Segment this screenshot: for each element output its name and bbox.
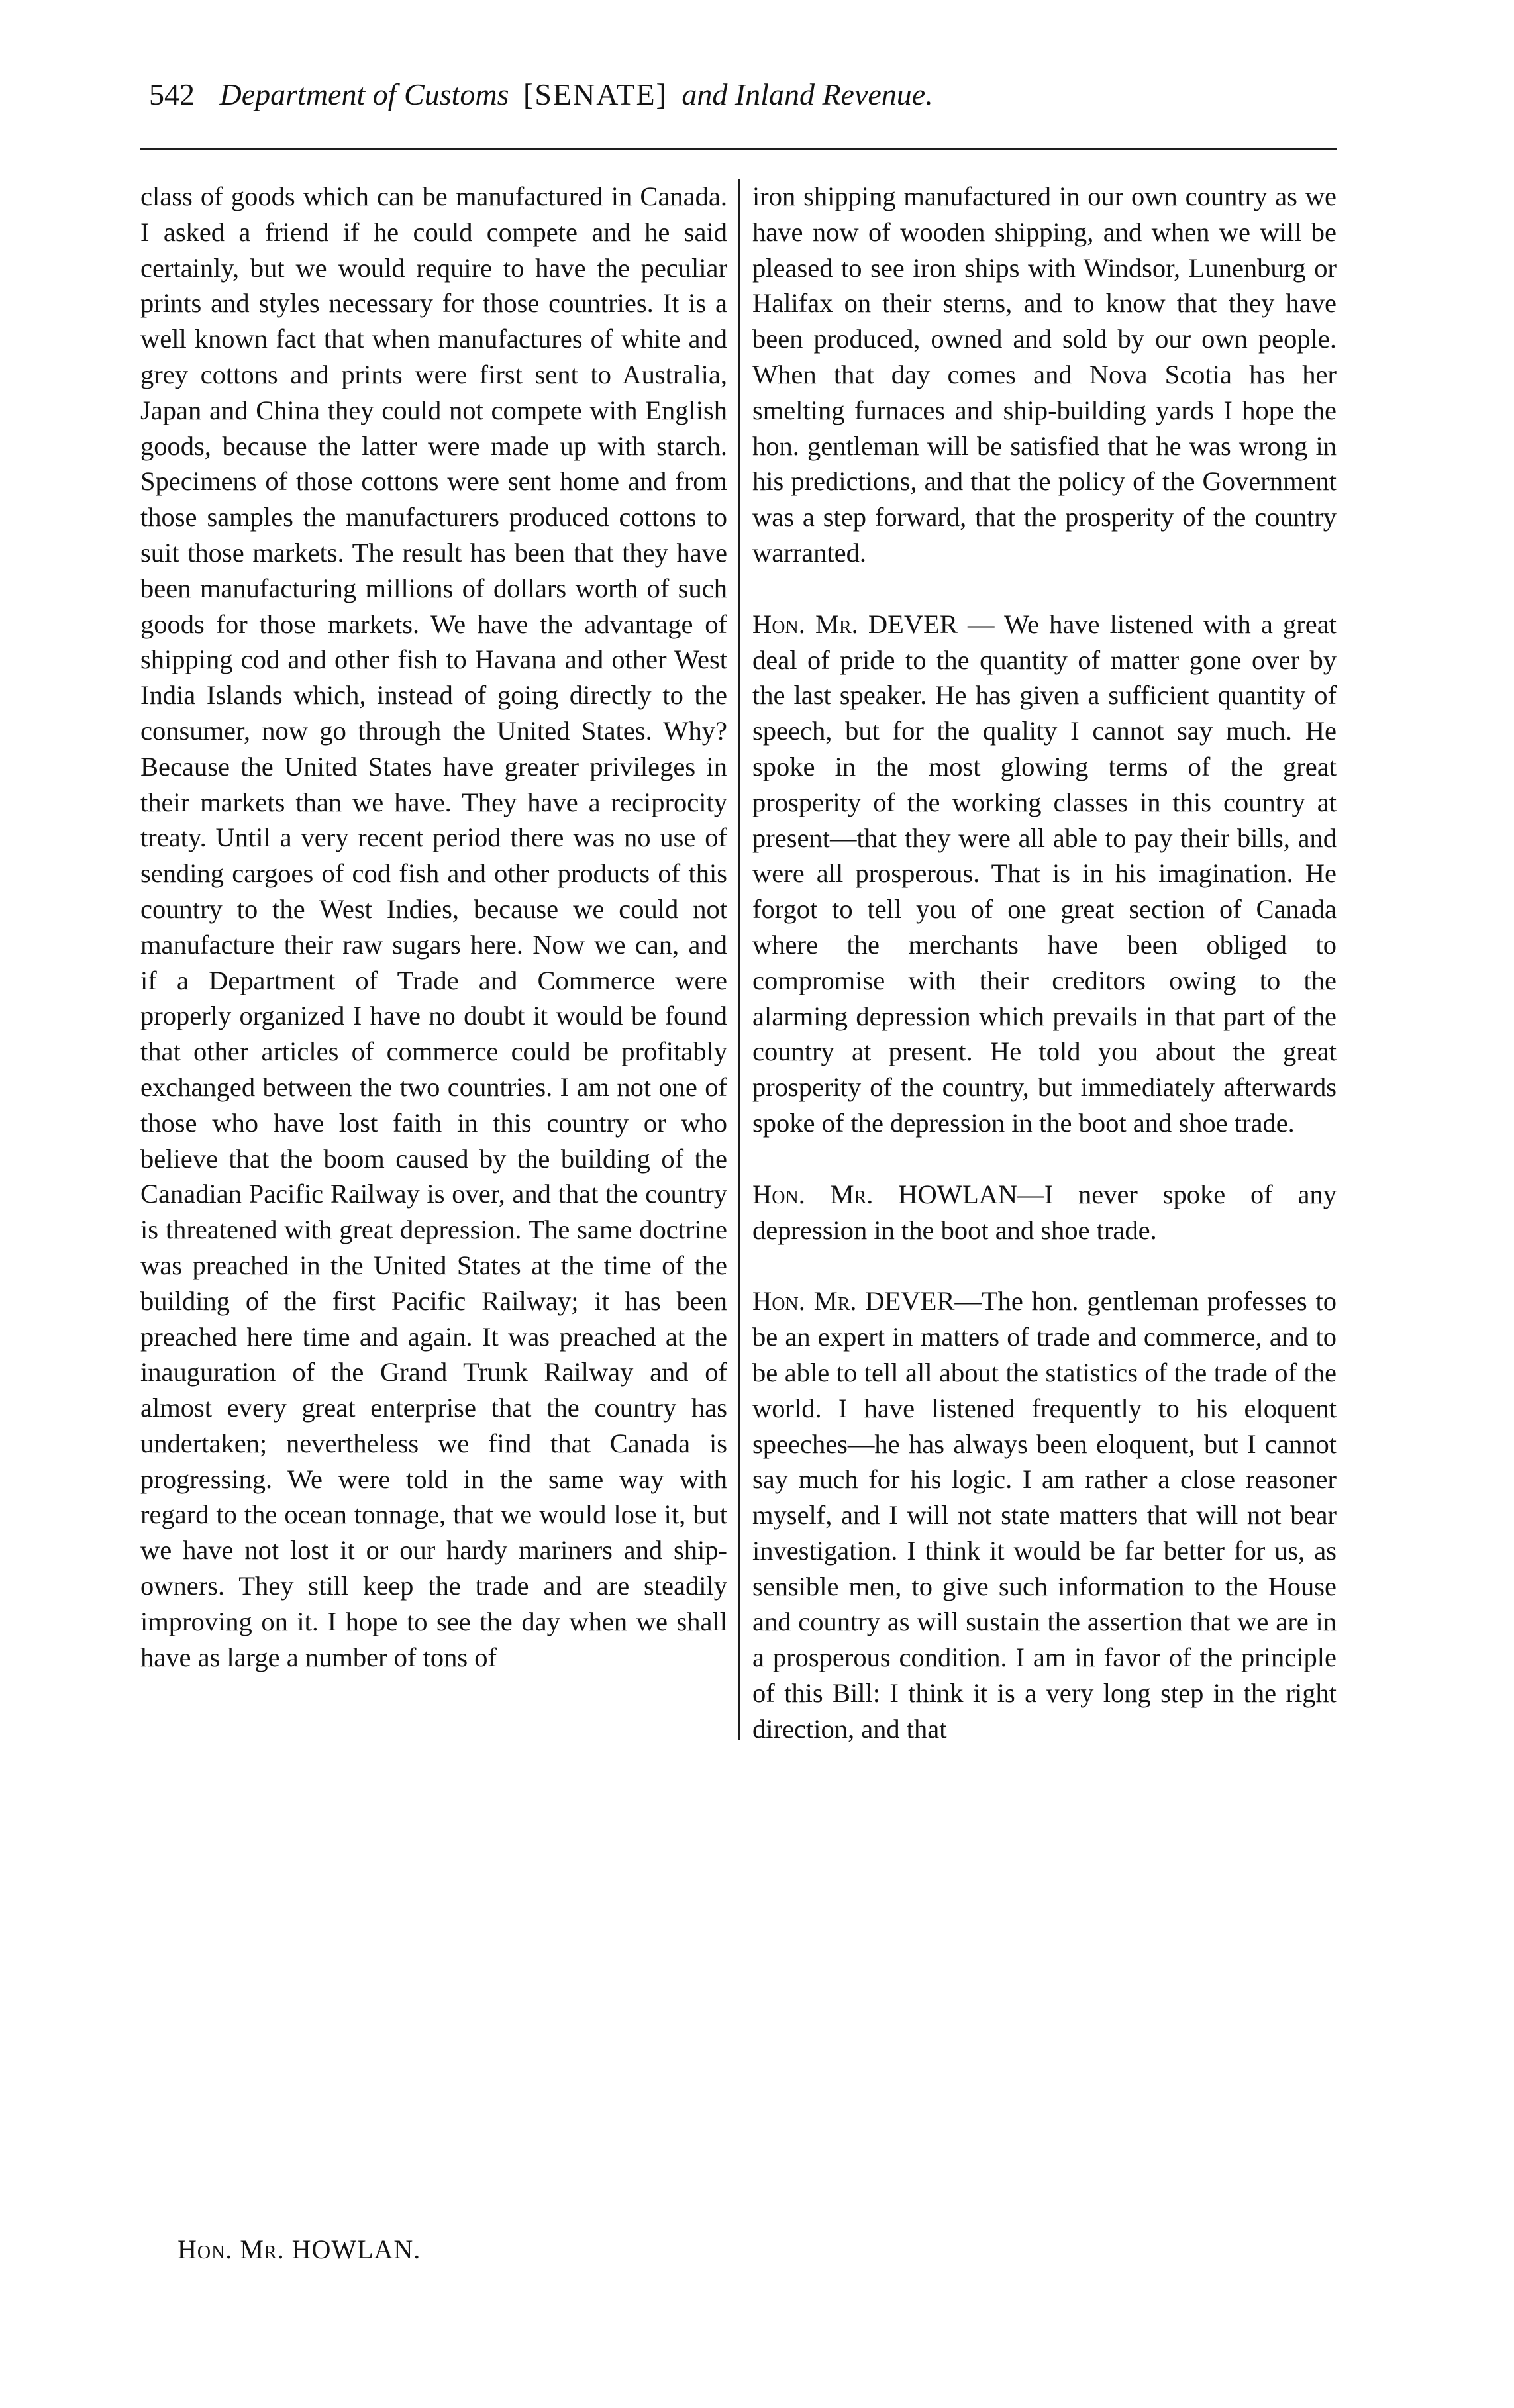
footer-speaker: Hon. Mr. HOWLAN. [177,2234,421,2264]
left-column-paragraph: class of goods which can be manufactured in Canada. I asked a friend if he could compete and he said certainly, but we would require to have the peculiar prints and styles necessary for those countries. It is a well known fact that when manufactures of white and grey cottons and prints were first sent to Australia, Japan and China they could not compete with English goods, because the latter were made up with starch. Specimens of those cottons were sent home and from those samples the manufacturers produced cottons to suit those markets. The result has been that they have been manufacturing millions of dollars worth of such goods for those markets. We have the advantage of shipping cod and other fish to Havana and other West India Islands which, instead of going directly to the consumer, now go through the United States. Why? Because the United States have greater privileges in their markets than we have. They have a reciprocity treaty. Until a very recent period there was no use of sending cargoes of cod fish and other products of this country to the West Indies, because we could not manufacture their raw sugars here. Now we can, and if a Department of Trade and Commerce were properly organized I have no doubt it would be found that other articles of commerce could be profitably exchanged between the two countries. I am not one of those who have lost faith in this country or who believe that the boom caused by the building of the Canadian Pacific Railway is over, and that the country is threatened with great depression. The same doctrine was preached in the United States at the time of the building of the first Pacific Railway; it has been preached here time and again. It was preached at the inauguration of the Grand Trunk Railway and of almost every great enterprise that the country has undertaken; nevertheless we find that Canada is progressing. We were told in the same way with regard to the ocean tonnage, that we would lose it, but we have not lost it or our hardy mariners and ship-owners. They still keep the trade and are steadily improving on it. I hope to see the day when we shall have as large a number of tons of [140,181,727,1672]
speech-text: —I never spoke of any depression in the boot and shoe trade. [752,1179,1337,1245]
page-number: 542 [149,77,195,111]
running-head [149,72,1354,118]
speaker-name: Hon. Mr. DEVER [752,609,958,639]
running-head-title-left: Department of Customs [219,77,509,111]
running-head-chamber: [SENATE] [523,77,668,111]
speech-dever-2 [752,1283,1337,1746]
right-column [752,179,1337,1747]
speech-text: — We have listened with a great deal of pride to the quantity of matter gone over by the last speaker. He has given a sufficient quantity of speech, but for the quality I cannot say much. He spoke in the most glowing terms of the great prosperity of the working classes in this country at present—that they were all able to pay their bills, and were all prosperous. That is in his imagination. He forgot to tell you of one great section of Canada where the merchants have been obliged to compromise with their creditors owing to the alarming depression which prevails in that part of the country at present. He told you about the great prosperity of the country, but immediately afterwards spoke of the depression in the boot and shoe trade. [752,609,1337,1138]
header-rule [140,148,1337,150]
continuation-paragraph: iron shipping manufactured in our own country as we have now of wooden shipping, and when we will be pleased to see iron ships with Windsor, Lunenburg or Halifax on their sterns, and to know that they have been produced, owned and sold by our own people. When that day comes and Nova Scotia has her smelting furnaces and ship-building yards I hope the hon. gentleman will be satisfied that he was wrong in his predictions, and that the policy of the Government was a step forward, that the prosperity of the country warranted. [752,181,1337,568]
speaker-name: Hon. Mr. DEVER [752,1286,955,1317]
speech-text: —The hon. gentleman professes to be an expert in matters of trade and commerce, and to be able to tell all about the statistics of the trade of the world. I have listened frequently to his eloquent speeches—he has always been eloquent, but I cannot say much for his logic. I am rather a close reasoner myself, and I will not state matters that will not bear investigation. I think it would be far better for us, as sensible men, to give such information to the House and country as will sustain the assertion that we are in a prosperous condition. I am in favor of the principle of this Bill: I think it is a very long step in the right direction, and that [752,1286,1337,1744]
speech-dever-1 [752,607,1337,1141]
left-column [140,179,727,1675]
speech-howlan [752,1177,1337,1248]
speaker-name: Hon. Mr. HOWLAN [752,1179,1018,1209]
column-divider [738,179,740,1740]
running-head-title-right: and Inland Revenue. [681,77,933,111]
